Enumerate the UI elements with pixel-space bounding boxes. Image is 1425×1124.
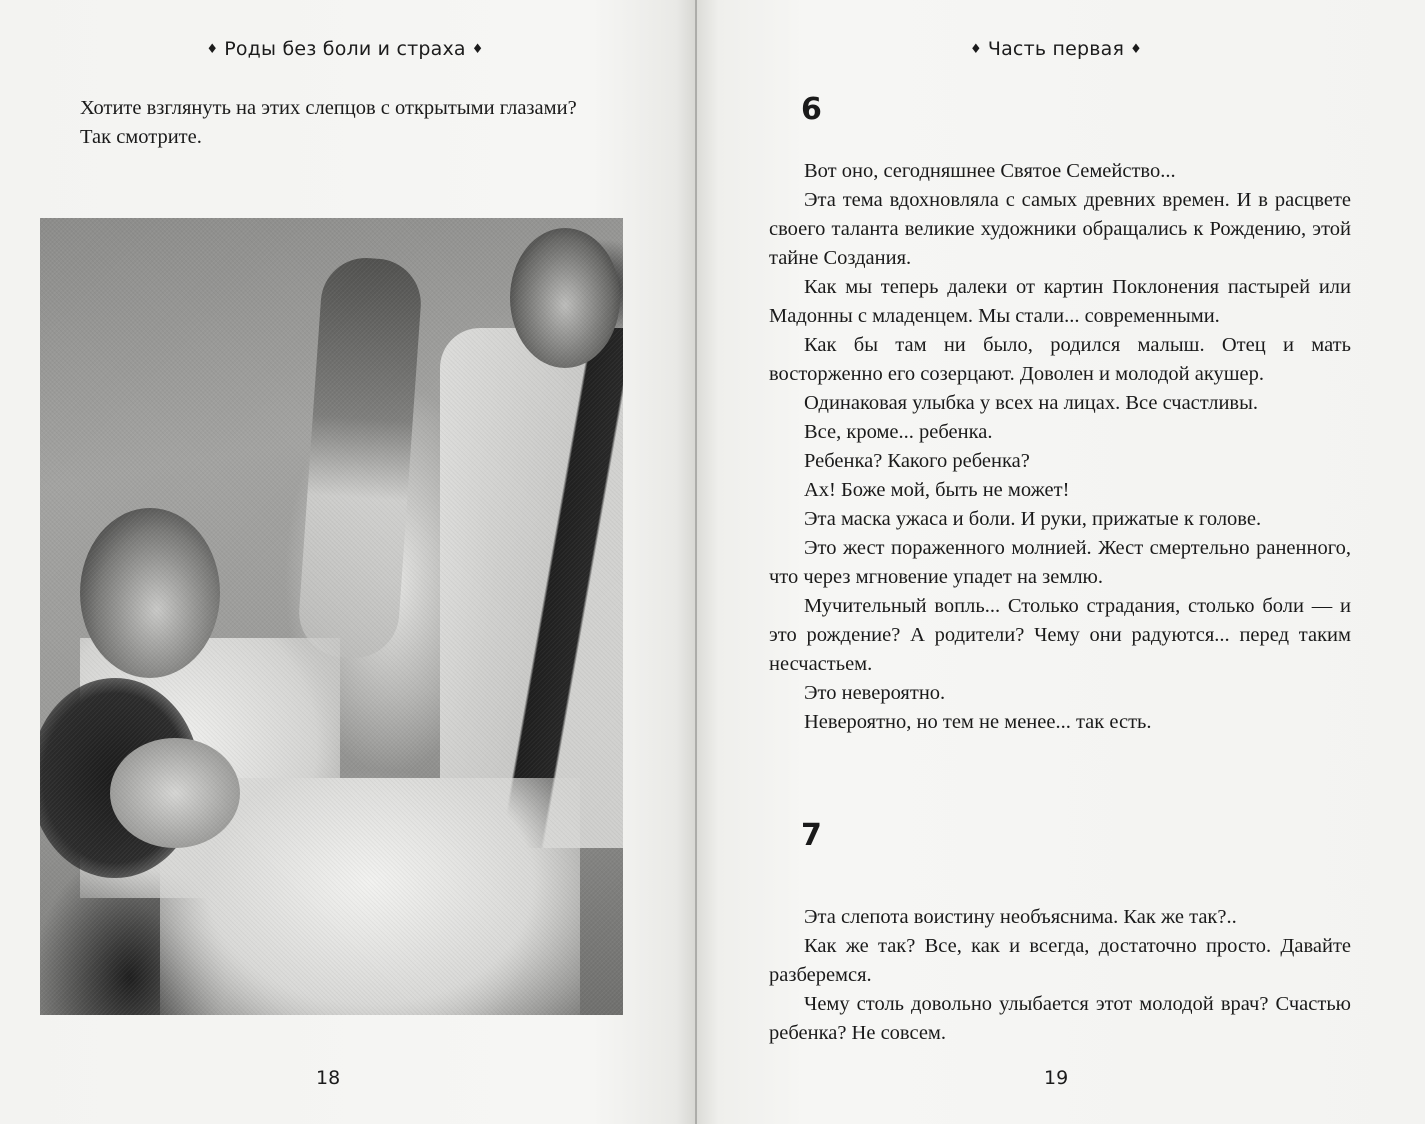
section-6-body (769, 157, 1351, 737)
section-number-7: 7 (801, 818, 822, 853)
left-page (0, 0, 697, 1124)
left-body-text (45, 94, 625, 152)
paragraph: Вот оно, сегодняшнее Святое Семейство... (804, 160, 1176, 182)
paragraph: Это невероятно. (804, 682, 946, 704)
diamond-ornament-icon: ♦ (206, 42, 219, 57)
right-page (697, 0, 1425, 1124)
paragraph: Ребенка? Какого ребенка? (804, 450, 1030, 472)
paragraph: Хотите взглянуть на этих слепцов с открытыми глазами? (80, 97, 577, 119)
paragraph: Все, кроме... ребенка. (804, 421, 993, 443)
photo-grain-overlay (40, 218, 623, 1015)
left-running-head-title: Роды без боли и страха (224, 38, 466, 60)
paragraph: Эта тема вдохновляла с самых древних времен. И в расцвете своего таланта великие художники обращались к Рождению, этой тайне Создания. (769, 189, 1351, 269)
section-7-body (769, 903, 1351, 1048)
diamond-ornament-icon: ♦ (970, 42, 982, 57)
paragraph: Чему столь довольно улыбается этот молодой врач? Счастью ребенка? Не совсем. (769, 993, 1351, 1044)
paragraph: Как же так? Все, как и всегда, достаточно просто. Давайте разберемся. (769, 935, 1351, 986)
book-spine-gutter (695, 0, 697, 1124)
newborn-photo (40, 218, 623, 1015)
right-running-head-title: Часть первая (987, 38, 1125, 60)
paragraph: Мучительный вопль... Столько страдания, столько боли — и это рождение? А родители? Чему они радуются... перед таким несчастьем. (769, 595, 1351, 675)
paragraph: Ах! Боже мой, быть не может! (804, 479, 1070, 501)
paragraph: Эта слепота воистину необъяснима. Как же так?.. (804, 906, 1237, 928)
diamond-ornament-icon: ♦ (1130, 42, 1142, 57)
paragraph: Как бы там ни было, родился малыш. Отец и мать восторженно его созерцают. Доволен и молодой акушер. (769, 334, 1351, 385)
paragraph: Одинаковая улыбка у всех на лицах. Все счастливы. (804, 392, 1259, 414)
section-number-6: 6 (801, 92, 822, 127)
right-running-head (697, 38, 1415, 60)
diamond-ornament-icon: ♦ (471, 42, 484, 57)
paragraph: Невероятно, но тем не менее... так есть. (804, 711, 1152, 733)
right-page-number: 19 (1044, 1067, 1069, 1089)
left-page-number: 18 (316, 1067, 341, 1089)
paragraph: Так смотрите. (80, 126, 202, 148)
paragraph: Эта маска ужаса и боли. И руки, прижатые к голове. (804, 508, 1262, 530)
paragraph: Это жест пораженного молнией. Жест смертельно раненного, что через мгновение упадет на землю. (769, 537, 1351, 588)
paragraph: Как мы теперь далеки от картин Поклонения пастырей или Мадонны с младенцем. Мы стали... современными. (769, 276, 1351, 327)
left-running-head (0, 38, 690, 60)
